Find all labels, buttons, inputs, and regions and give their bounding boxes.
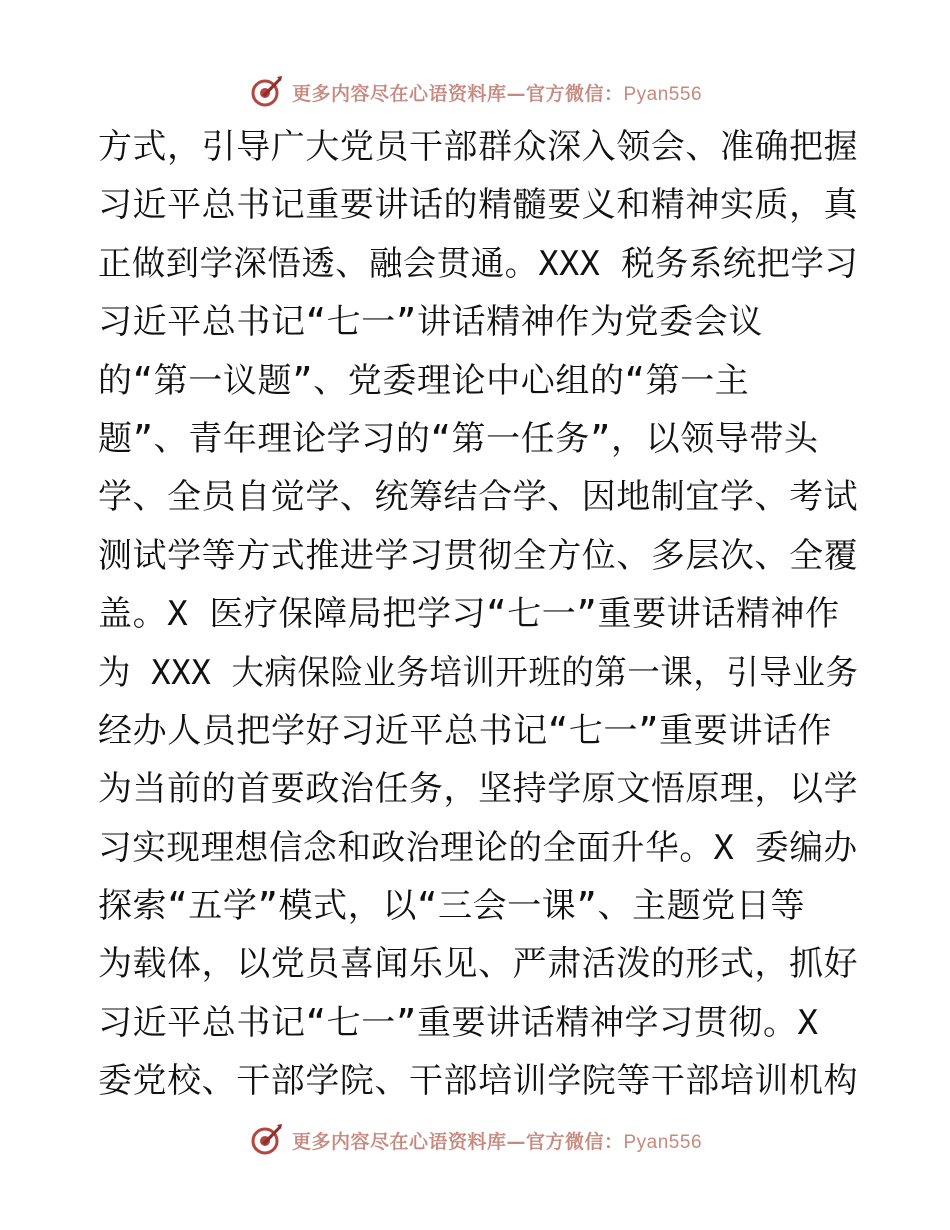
text-line: 习近平总书记重要讲话的精髓要义和精神实质，真 [98,185,859,226]
text-line: 为 XXX 大病保险业务培训开班的第一课，引导业务 [98,652,859,693]
body-text [98,118,858,1111]
footer-watermark [0,1120,950,1160]
text-line: 经办人员把学好习近平总书记“七一”重要讲话作 [98,710,833,751]
text-line: 为载体，以党员喜闻乐见、严肃活泼的形式，抓好 [98,944,859,985]
text-line: 题”、青年理论学习的“第一任务”，以领导带头 [98,418,819,459]
text-line: 盖。X 医疗保障局把学习“七一”重要讲话精神作 [98,594,840,635]
text-line: 委党校、干部学院、干部培训学院等干部培训机构 [98,1061,859,1102]
text-line: 方式，引导广大党员干部群众深入领会、准确把握 [98,127,859,167]
watermark-text: 更多内容尽在心语资料库—官方微信：Pyan556 [291,82,703,105]
text-line: 正做到学深悟透、融会贯通。XXX 税务系统把学习 [98,243,859,284]
text-line: 的“第一议题”、党委理论中心组的“第一主 [98,360,750,401]
text-line: 习近平总书记“七一”重要讲话精神学习贯彻。X [98,1002,819,1043]
wechat-id: Pyan556 [623,1131,703,1153]
text-line: 习近平总书记“七一”讲话精神作为党委会议 [98,302,763,343]
header-watermark [0,72,950,112]
text-line: 习实现理想信念和政治理论的全面升华。X 委编办 [98,827,858,868]
quill-badge-icon [248,74,284,110]
text-line: 学、全员自觉学、统筹结合学、因地制宜学、考试 [98,477,859,518]
quill-badge-icon [248,1122,284,1158]
text-line: 测试学等方式推进学习贯彻全方位、多层次、全覆 [98,535,859,576]
text-line: 探索“五学”模式，以“三会一课”、主题党日等 [98,886,806,927]
watermark-text: 更多内容尽在心语资料库—官方微信：Pyan556 [291,1130,703,1153]
text-line: 为当前的首要政治任务，坚持学原文悟原理，以学 [98,769,859,810]
wechat-id: Pyan556 [623,83,703,105]
